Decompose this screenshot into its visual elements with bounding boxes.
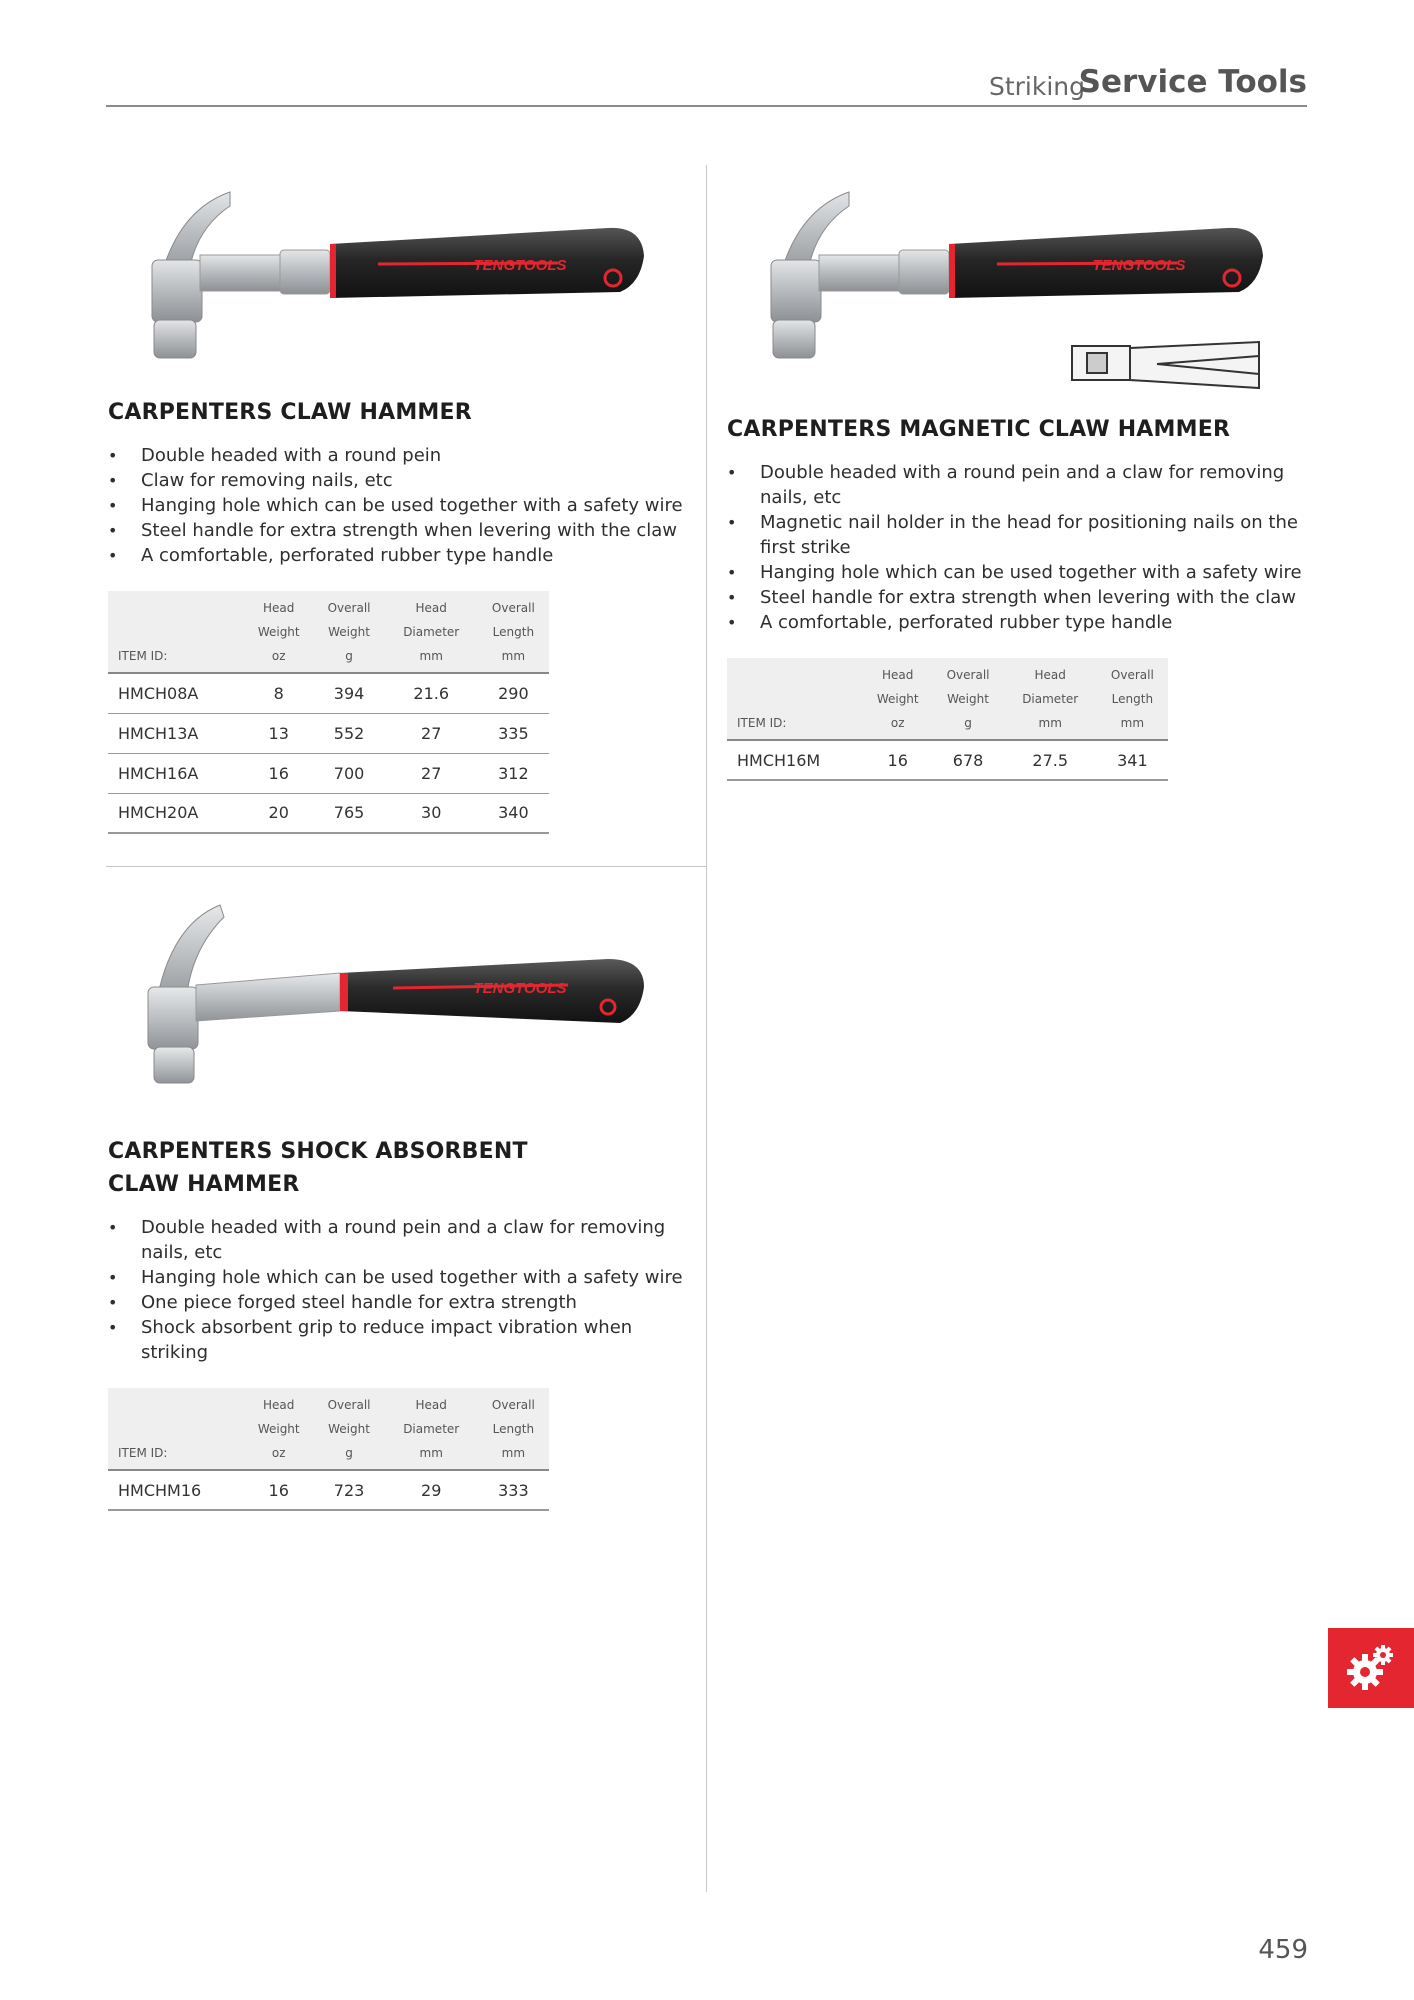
table-header-row [727,658,1168,740]
table-row: HMCH20A 20 765 30 340 [108,793,549,833]
feature-item: • Double headed with a round pein and a claw for removing nails, etc [727,460,1307,510]
feature-list [108,1215,688,1365]
feature-item: • Claw for removing nails, etc [108,468,688,493]
col-item-id: ITEM ID: [108,591,244,673]
product-title: CARPENTERS MAGNETIC CLAW HAMMER [727,417,1231,442]
col-item-id: ITEM ID: [727,658,863,740]
spec-table [108,591,549,834]
feature-item: • Steel handle for extra strength when levering with the claw [108,518,688,543]
table-row: HMCH08A 8 394 21.6 290 [108,673,549,713]
col-overall-weight: Overall Weight g [313,1388,384,1470]
breadcrumb: Striking [988,72,1085,101]
col-head-diameter: Head Diameter mm [385,1388,478,1470]
col-head-weight: Head Weight oz [244,591,313,673]
table-header-row [108,1388,549,1470]
magnetic-claw-hammer-image [727,160,1287,395]
table-row: HMCH13A 13 552 27 335 [108,713,549,753]
section-divider [106,866,706,867]
feature-item: • A comfortable, perforated rubber type handle [727,610,1307,635]
claw-hammer-image [108,160,668,370]
page-number: 459 [1258,1935,1308,1965]
magnetic-head-detail [1072,342,1259,388]
col-head-diameter: Head Diameter mm [1004,658,1097,740]
spec-table [108,1388,549,1511]
section-title: Service Tools [1078,64,1307,100]
product-claw-hammer [108,160,688,834]
col-head-diameter: Head Diameter mm [385,591,478,673]
feature-item: • Hanging hole which can be used together with a safety wire [727,560,1307,585]
col-head-weight: Head Weight oz [244,1388,313,1470]
brand-logo-text: TENGTOOLS [473,980,567,997]
col-overall-weight: Overall Weight g [313,591,384,673]
feature-item: • Double headed with a round pein and a claw for removing nails, etc [108,1215,688,1265]
brand-logo-text: TENGTOOLS [1092,257,1186,274]
feature-item: • Hanging hole which can be used together with a safety wire [108,493,688,518]
col-overall-length: Overall Length mm [478,1388,549,1470]
product-shock-absorbent-claw-hammer [108,895,688,1511]
column-divider [706,165,707,1892]
feature-item: • A comfortable, perforated rubber type handle [108,543,688,568]
section-tab[interactable] [1328,1628,1414,1708]
feature-item: • Hanging hole which can be used together with a safety wire [108,1265,688,1290]
col-overall-length: Overall Length mm [1097,658,1168,740]
page-header [106,62,1307,107]
col-overall-weight: Overall Weight g [932,658,1003,740]
feature-item: • Double headed with a round pein [108,443,688,468]
feature-item: • Steel handle for extra strength when levering with the claw [727,585,1307,610]
product-title: CARPENTERS CLAW HAMMER [108,400,472,425]
col-overall-length: Overall Length mm [478,591,549,673]
feature-list [727,460,1307,635]
table-header-row [108,591,549,673]
shock-absorbent-hammer-image [108,895,668,1105]
brand-logo-text: TENGTOOLS [473,257,567,274]
feature-item: • One piece forged steel handle for extra strength [108,1290,688,1315]
feature-item: • Shock absorbent grip to reduce impact vibration when striking [108,1315,688,1365]
col-head-weight: Head Weight oz [863,658,932,740]
feature-list [108,443,688,568]
spec-table [727,658,1168,781]
product-magnetic-claw-hammer [727,160,1307,781]
table-row: HMCH16A 16 700 27 312 [108,753,549,793]
table-row: HMCHM16 16 723 29 333 [108,1470,549,1510]
feature-item: • Magnetic nail holder in the head for positioning nails on the first strike [727,510,1307,560]
table-row: HMCH16M 16 678 27.5 341 [727,740,1168,780]
col-item-id: ITEM ID: [108,1388,244,1470]
gears-icon [1328,1628,1414,1708]
product-title: CARPENTERS SHOCK ABSORBENT CLAW HAMMER [108,1139,528,1197]
